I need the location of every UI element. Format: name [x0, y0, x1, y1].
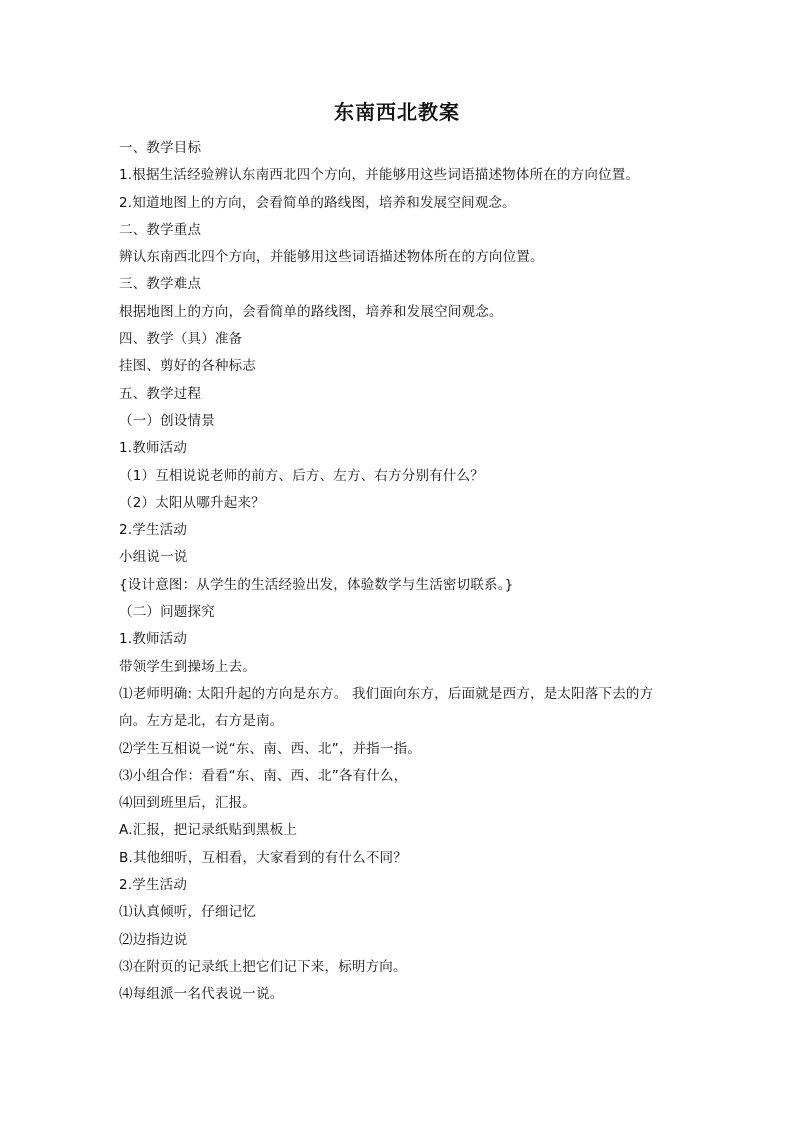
teacher-activity-item-1: （1）互相说说老师的前方、后方、左方、右方分别有什么？ [119, 467, 484, 484]
step-2: ⑵学生互相说一说“东、南、西、北”，并指一指。 [119, 740, 422, 757]
student-step-3: ⑶在附页的记录纸上把它们记下来，标明方向。 [119, 958, 407, 975]
subheading-scenario: （一）创设情景 [119, 412, 215, 429]
objective-2: 2.知道地图上的方向，会看简单的路线图，培养和发展空间观念。 [119, 194, 516, 211]
heading-materials: 四、教学（具）准备 [119, 331, 243, 348]
key-point-text: 辨认东南西北四个方向，并能够用这些词语描述物体所在的方向位置。 [119, 249, 544, 266]
step-3: ⑶小组合作：看看“东、南、西、北”各有什么， [119, 767, 408, 784]
teacher-activity-item-2: （2）太阳从哪升起来？ [119, 494, 265, 511]
heading-difficulties: 三、教学难点 [119, 276, 202, 293]
student-activity-text: 小组说一说 [119, 549, 188, 566]
step-1-line-2: 向。左方是北，右方是南。 [119, 713, 284, 730]
step-4: ⑷回到班里后，汇报。 [119, 795, 256, 812]
document-title: 东南西北教案 [334, 100, 460, 124]
teacher-activity-label-2: 1.教师活动 [119, 631, 188, 648]
student-activity-label-2: 2.学生活动 [119, 877, 188, 894]
subheading-inquiry: （二）问题探究 [119, 604, 215, 621]
heading-key-points: 二、教学重点 [119, 221, 202, 238]
heading-teaching-objectives: 一、教学目标 [119, 140, 202, 156]
step-a: A.汇报，把记录纸贴到黑板上 [119, 822, 298, 839]
difficulty-text: 根据地图上的方向，会看简单的路线图，培养和发展空间观念。 [119, 303, 503, 320]
objective-1: 1.根据生活经验辨认东南西北四个方向，并能够用这些词语描述物体所在的方向位置。 [119, 167, 640, 184]
step-b: B.其他细听，互相看，大家看到的有什么不同？ [119, 849, 407, 866]
student-step-2: ⑵边指边说 [119, 931, 188, 948]
student-step-4: ⑷每组派一名代表说一说。 [119, 986, 284, 1003]
document-body [119, 135, 679, 1009]
teacher-activity-text-2: 带领学生到操场上去。 [119, 658, 256, 675]
student-step-1: ⑴认真倾听，仔细记忆 [119, 904, 256, 921]
teacher-activity-label: 1.教师活动 [119, 440, 188, 457]
step-1-line-1: ⑴老师明确: 太阳升起的方向是东方。 我们面向东方，后面就是西方，是太阳落下去的方 [119, 685, 654, 702]
materials-text: 挂图、剪好的各种标志 [119, 358, 256, 375]
heading-process: 五、教学过程 [119, 385, 202, 402]
design-intent: {设计意图：从学生的生活经验出发，体验数学与生活密切联系。} [119, 576, 514, 593]
student-activity-label: 2.学生活动 [119, 522, 188, 539]
